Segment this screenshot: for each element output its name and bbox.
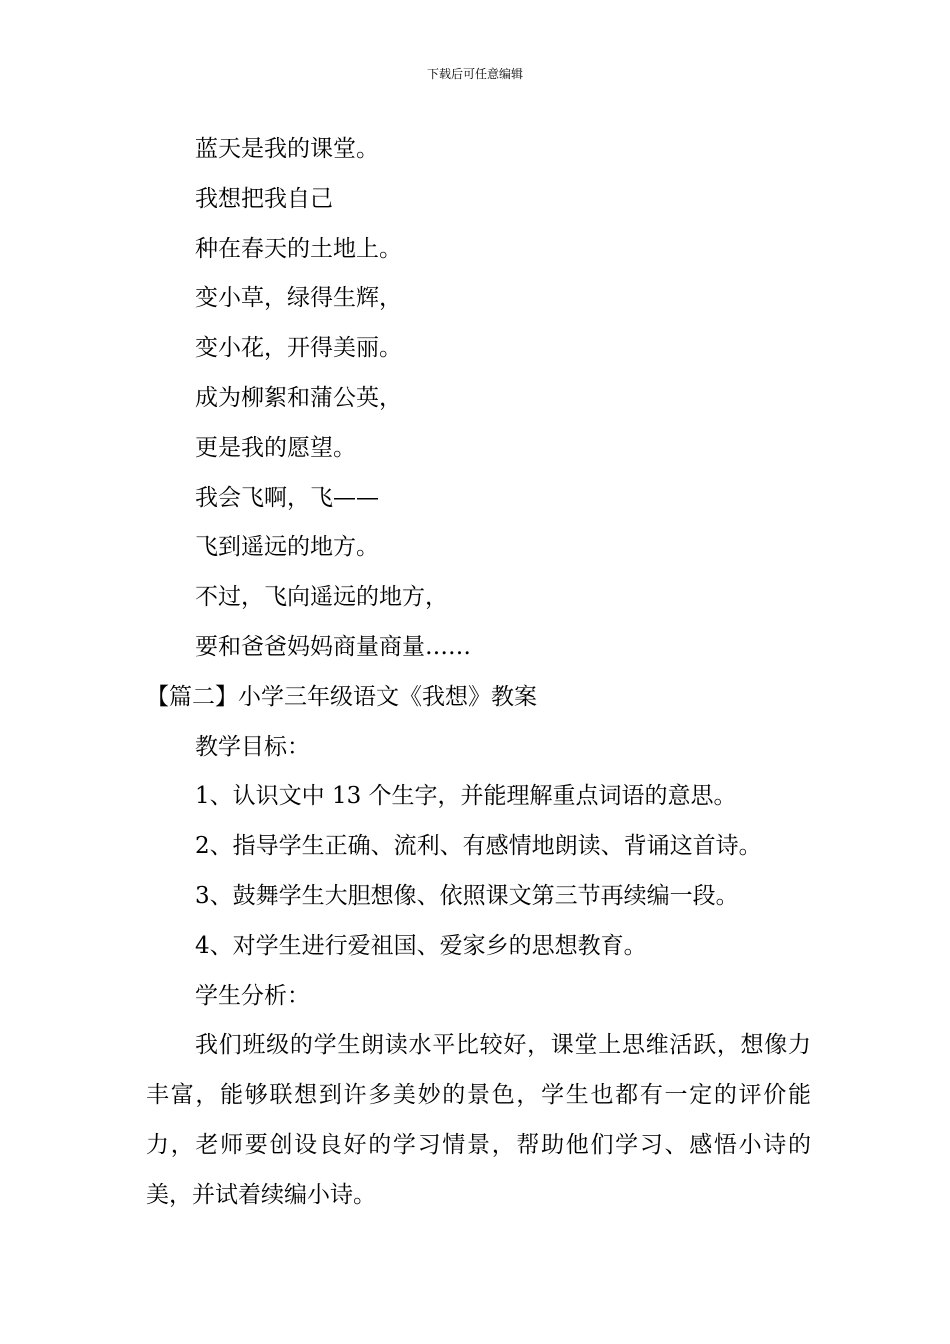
poem-line: 更是我的愿望。: [195, 434, 356, 461]
objective-item: 1、认识文中 13 个生字，并能理解重点词语的意思。: [195, 783, 737, 810]
poem-line: 我想把我自己: [195, 185, 333, 212]
analysis-paragraph: 我们班级的学生朗读水平比较好，课堂上思维活跃，想像力丰富，能够联想到许多美妙的景色，学生也都有一定的评价能力，老师要创设良好的学习情景，帮助他们学习、感悟小诗的美，并试着续编小诗。: [146, 1032, 811, 1208]
poem-line: 要和爸爸妈妈商量商量……: [195, 633, 471, 660]
objective-item: 3、鼓舞学生大胆想像、依照课文第三节再续编一段。: [195, 882, 739, 909]
objectives-section: [146, 723, 816, 972]
objective-item: 4、对学生进行爱祖国、爱家乡的思想教育。: [195, 932, 647, 959]
objectives-heading: 教学目标：: [195, 733, 310, 760]
poem-line: 飞到遥远的地方。: [195, 534, 379, 561]
poem-line: 蓝天是我的课堂。: [195, 136, 379, 162]
poem-line: 种在春天的土地上。: [195, 235, 402, 262]
section-title: 【篇二】小学三年级语文《我想》教案: [146, 683, 537, 710]
poem-line: 变小花，开得美丽。: [195, 335, 402, 362]
poem-line: 成为柳絮和蒲公英，: [195, 384, 402, 411]
analysis-section: [146, 972, 816, 1221]
poem-line: 变小草，绿得生辉，: [195, 285, 402, 312]
objective-item: 2、指导学生正确、流利、有感情地朗读、背诵这首诗。: [195, 833, 762, 860]
poem-line: 不过，飞向遥远的地方，: [195, 584, 448, 611]
analysis-heading: 学生分析：: [195, 982, 310, 1009]
poem: [146, 125, 816, 673]
page-header: 下载后可任意编辑: [426, 67, 523, 81]
poem-line: 我会飞啊，飞——: [195, 484, 379, 511]
document-body: [146, 125, 816, 1221]
